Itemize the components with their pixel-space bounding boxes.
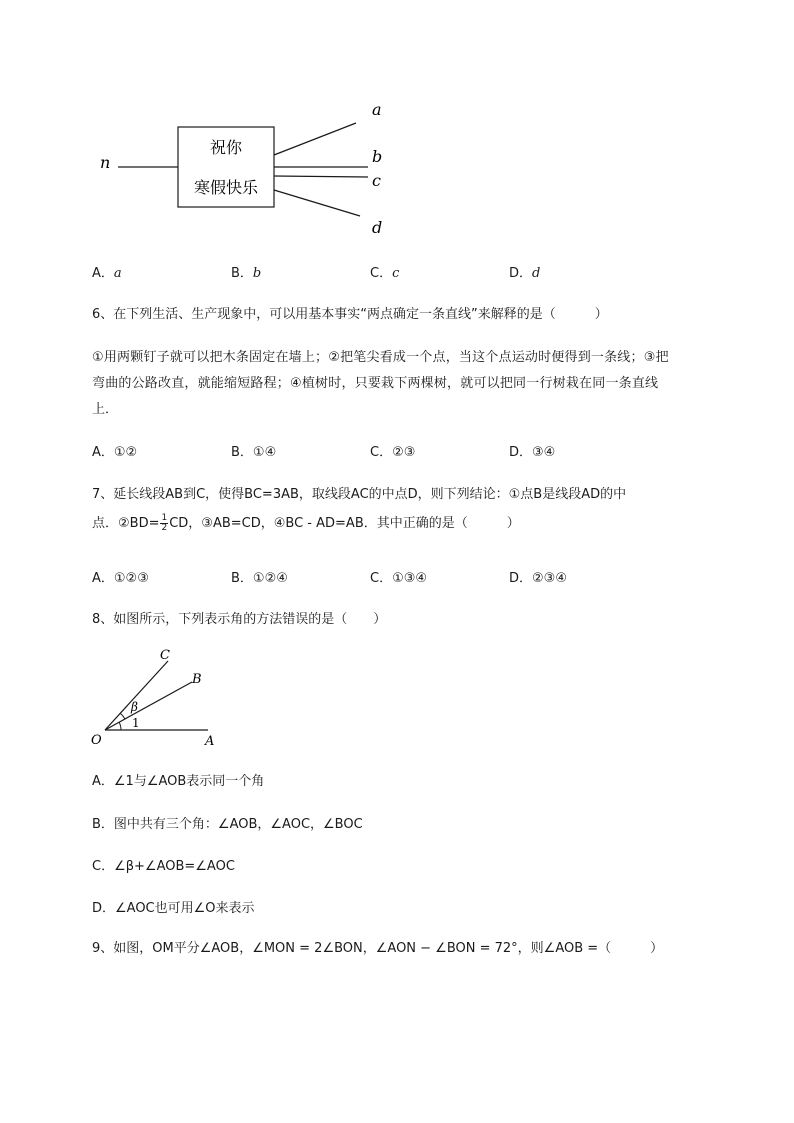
label-C: C (160, 648, 170, 663)
q6-option-c[interactable]: C．②③ (370, 445, 416, 460)
label-O: O (91, 733, 102, 748)
q5-option-c[interactable]: C．c (370, 266, 400, 281)
figure-angle (88, 645, 228, 750)
label-n: n (100, 153, 111, 172)
q8-option-a[interactable]: A．∠1与∠AOB表示同一个角 (92, 774, 265, 789)
q6-body-line2: 弯曲的公路改直，就能缩短路程；④植树时，只要栽下两棵树，就可以把同一行树栽在同一条直线 (92, 376, 659, 391)
line-c (274, 176, 368, 177)
arc-angle-beta (120, 713, 125, 719)
q5-options (0, 262, 794, 282)
q7-line2-a: 点．②BD= (92, 516, 160, 531)
q6-option-a[interactable]: A．①② (92, 445, 138, 460)
label-beta: β (131, 700, 138, 714)
q7-option-b[interactable]: B．①②④ (231, 571, 288, 586)
label-a: a (372, 100, 382, 119)
q6-body-line3: 上． (92, 402, 119, 417)
line-d (274, 190, 360, 216)
label-A: A (205, 734, 215, 749)
q6-option-d[interactable]: D．③④ (509, 445, 556, 460)
q7-line1: 7、延长线段AB到C，使得BC=3AB，取线段AC的中点D，则下列结论：①点B是线段AD的中 (92, 487, 627, 502)
q9-stem: 9、如图，OM平分∠AOB，∠MON = 2∠BON，∠AON − ∠BON = 72°，则∠AOB =（ ） (92, 941, 664, 956)
q7-option-c[interactable]: C．①③④ (370, 571, 428, 586)
q7-line2 (92, 512, 520, 533)
box-text-1: 祝你 (209, 138, 243, 157)
q8-option-b[interactable]: B．图中共有三个角：∠AOB，∠AOC，∠BOC (92, 817, 363, 832)
q6-stem: 6、在下列生活、生产现象中，可以用基本事实“两点确定一条直线”来解释的是（ ） (92, 307, 608, 322)
q7-option-a[interactable]: A．①②③ (92, 571, 149, 586)
q7-options (0, 567, 794, 587)
arc-angle-1 (119, 722, 121, 730)
label-c: c (372, 171, 381, 190)
q5-option-a[interactable]: A．a (92, 266, 122, 281)
q5-option-d[interactable]: D．d (509, 266, 541, 281)
label-B: B (192, 672, 202, 687)
label-1: 1 (132, 716, 140, 730)
ray-ob (105, 682, 192, 730)
q6-option-b[interactable]: B．①④ (231, 445, 277, 460)
q7-option-d[interactable]: D．②③④ (509, 571, 567, 586)
fraction-one-half: $\frac{1}{2}$ (161, 513, 168, 533)
q8-option-d[interactable]: D．∠AOC也可用∠O来表示 (92, 901, 255, 916)
q7-line2-b: CD，③AB=CD，④BC - AD=AB．其中正确的是（ ） (169, 516, 520, 531)
label-d: d (372, 218, 383, 237)
box-text-2: 寒假快乐 (193, 178, 259, 197)
line-a (274, 123, 356, 155)
q8-option-c[interactable]: C．∠β+∠AOB=∠AOC (92, 859, 235, 874)
q5-option-b[interactable]: B．b (231, 266, 262, 281)
label-b: b (372, 147, 383, 166)
q6-options (0, 441, 794, 461)
q8-stem: 8、如图所示，下列表示角的方法错误的是（ ） (92, 612, 387, 627)
q6-body-line1: ①用两颗钉子就可以把木条固定在墙上；②把笔尖看成一个点，当这个点运动时便得到一条线；③把 (92, 350, 669, 365)
figure-greeting-box (90, 95, 410, 245)
